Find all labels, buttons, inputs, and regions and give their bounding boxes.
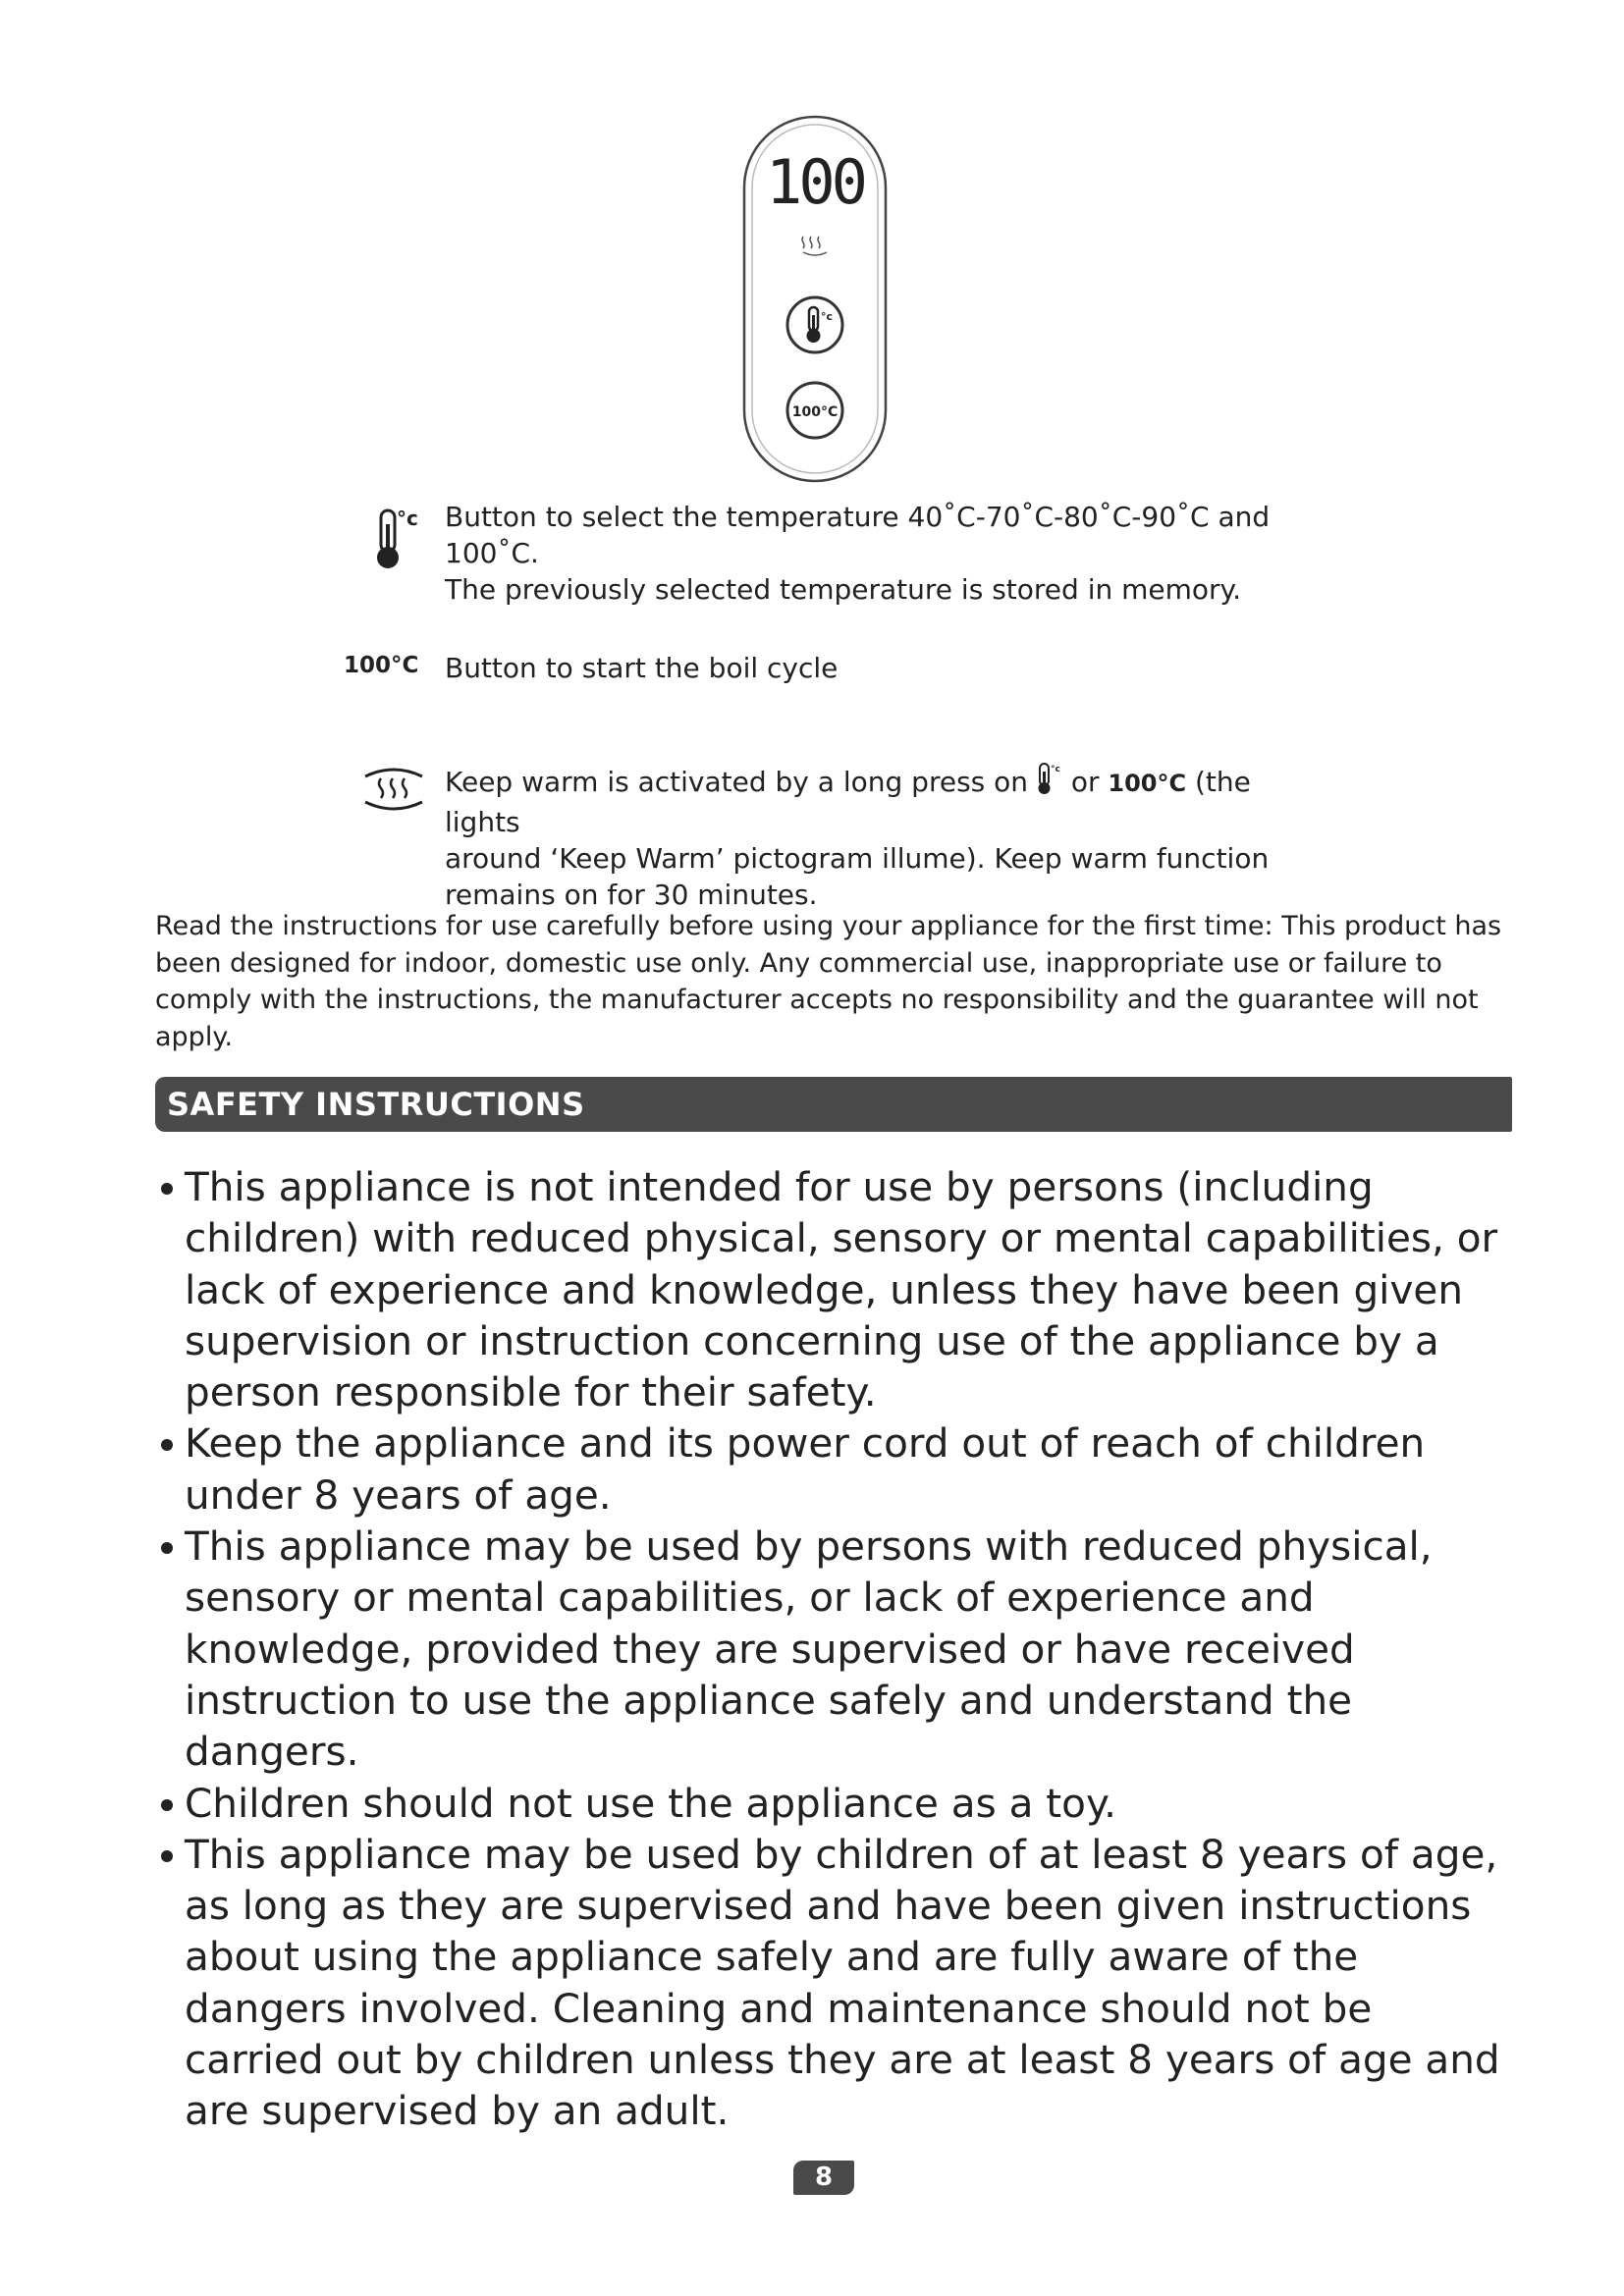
list-item: Children should not use the appliance as a toy. [155, 1778, 1520, 1829]
legend-keep-warm-line3: remains on for 30 minutes. [445, 879, 818, 911]
list-item: This appliance may be used by children of at least 8 years of age, as long as they are supervised and have been given instructions about using the appliance safely and are fully aware of the dangers involved. Cleaning and maintenance should not be carried out by children unless they are at least 8 years of age and are supervised by an adult. [155, 1829, 1520, 2137]
temperature-display [742, 146, 888, 218]
inline-thermometer-icon [1037, 762, 1062, 804]
section-title-banner: SAFETY INSTRUCTIONS [155, 1077, 1512, 1132]
legend-keep-warm-line1 [445, 762, 1328, 840]
keep-warm-inline-boil: 100°C [1108, 770, 1187, 797]
list-item: This appliance may be used by persons with reduced physical, sensory or mental capabilities, or lack of experience and knowledge, provided they are supervised or have received instruction to use the appliance safely and understand the dangers. [155, 1521, 1520, 1777]
legend-keep-warm-icon [361, 761, 426, 816]
intro-paragraph: Read the instructions for use carefully before using your appliance for the first time: This product has been designed for indoor, domestic use only. Any commercial use, inappropriate use or failure to comply with the instructions, the manufacturer accepts no responsibility and the guarantee will not apply. [155, 911, 1502, 1052]
keep-warm-text-or: or [1061, 766, 1109, 798]
boil-button-label-wrap [742, 401, 888, 420]
legend-boil-text: Button to start the boil cycle [445, 652, 839, 684]
legend-thermometer-icon [375, 507, 424, 571]
legend-degree-label: °c [397, 507, 418, 530]
legend-temperature-line2: The previously selected temperature is stored in memory. [445, 573, 1242, 606]
temperature-button-label-wrap [742, 305, 888, 324]
legend-keep-warm-line2: around ‘Keep Warm’ pictogram illume). Keep warm function [445, 842, 1270, 875]
display-value: 100 [766, 146, 864, 218]
list-item: This appliance is not intended for use by persons (including children) with reduced physical, sensory or mental capabilities, or lack of experience and knowledge, unless they have been given supervision or instruction concerning use of the appliance by a person responsible for their safety. [155, 1161, 1520, 1417]
legend-temperature-line1: Button to select the temperature 40˚C-70˚C-80˚C-90˚C and 100˚C. [445, 501, 1271, 569]
kettle-control-panel [742, 115, 888, 483]
legend-temperature-text [445, 499, 1328, 608]
keep-warm-text-after: (the lights [445, 766, 1251, 838]
boil-button-label[interactable]: 100°C [791, 404, 839, 420]
keep-warm-text-start: Keep warm is activated by a long press on [445, 766, 1037, 798]
keep-warm-indicator-icon [802, 237, 827, 255]
legend-boil-icon-label: 100°C [344, 653, 419, 678]
page-number-badge: 8 [793, 2161, 854, 2195]
list-item: Keep the appliance and its power cord out of reach of children under 8 years of age. [155, 1417, 1520, 1521]
temperature-button-label: °c [820, 310, 834, 323]
legend-keep-warm-text [445, 762, 1328, 913]
svg-text:°c: °c [1050, 765, 1060, 774]
safety-instructions-list [155, 1161, 1520, 2137]
